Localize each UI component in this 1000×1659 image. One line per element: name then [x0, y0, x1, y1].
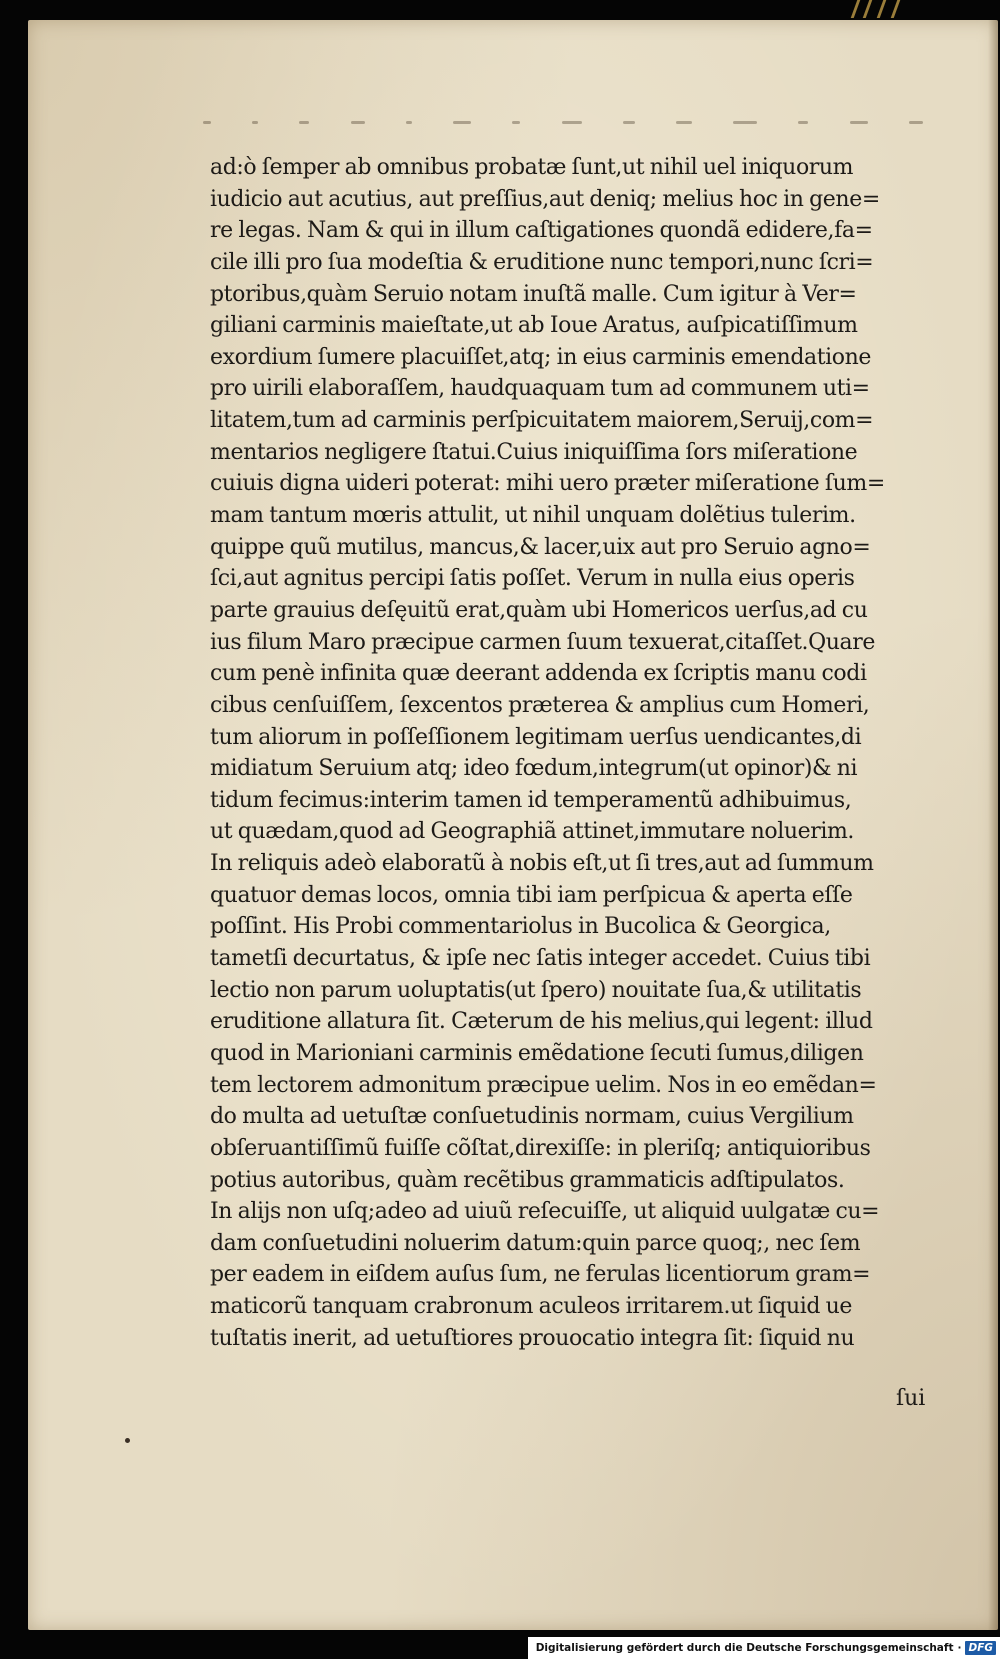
- text-line: tidum fecimus:interim tamen id temperamentũ adhibuimus,: [210, 787, 852, 813]
- show-through-marks: [203, 116, 923, 128]
- page-edge-shadow: [988, 20, 998, 1630]
- text-line: cile illi pro ſua modeſtia & eruditione nunc tempori,nunc ſcri=: [210, 249, 874, 275]
- text-line: tuſtatis inerit, ad uetuſtiores prouocatio integra ſit: ſiquid nu: [210, 1325, 855, 1351]
- text-line: iudicio aut acutius, aut preſſius,aut deniq; melius hoc in gene=: [210, 186, 880, 212]
- text-line: parte grauius deſęuitũ erat,quàm ubi Homericos uerſus,ad cu: [210, 597, 868, 623]
- text-line: maticorũ tanquam crabronum aculeos irritarem.ut ſiquid ue: [210, 1294, 853, 1320]
- text-line: mam tantum mœris attulit, ut nihil unquam dolẽtius tulerim.: [210, 503, 856, 529]
- text-line: In alijs non uſq;adeo ad uiuũ reſecuiſſe, ut aliquid uulgatæ cu=: [210, 1199, 880, 1225]
- text-line: exordium ſumere placuiſſet,atq; in eius carminis emendatione: [210, 344, 872, 370]
- text-line: tum aliorum in poſſeſſionem legitimam uerſus uendicantes,di: [210, 724, 862, 750]
- catchword: ſui: [896, 1386, 926, 1411]
- text-line: cuiuis digna uideri poterat: mihi uero præter miſeratione ſum=: [210, 471, 885, 497]
- text-line: litatem,tum ad carminis perſpicuitatem maiorem,Seruij,com=: [210, 408, 874, 434]
- text-line: quatuor demas locos, omnia tibi iam perſpicua & aperta eſſe: [210, 882, 853, 908]
- text-line: tem lectorem admonitum præcipue uelim. Nos in eo emẽdan=: [210, 1072, 877, 1098]
- text-line: poſſint. His Probi commentariolus in Bucolica & Georgica,: [210, 914, 831, 940]
- text-line: ius filum Maro præcipue carmen ſuum texuerat,citaſſet.Quare: [210, 629, 875, 655]
- body-text: [210, 152, 950, 1354]
- dfg-logo-icon: DFG: [965, 1641, 996, 1655]
- text-line: eruditione allatura ſit. Cæterum de his melius,qui legent: illud: [210, 1009, 873, 1035]
- text-line: In reliquis adeò elaboratũ à nobis eſt,ut ſi tres,aut ad ſummum: [210, 851, 874, 877]
- text-line: quippe quũ mutilus, mancus,& lacer,uix aut pro Seruio agno=: [210, 534, 871, 560]
- ink-spot: [125, 1438, 130, 1443]
- text-line: quod in Marioniani carminis emẽdatione ſecuti ſumus,diligen: [210, 1040, 864, 1066]
- text-line: re legas. Nam & qui in illum caſtigationes quondã edidere,fa=: [210, 218, 873, 244]
- text-line: cum penè infinita quæ deerant addenda ex ſcriptis manu codi: [210, 661, 867, 687]
- text-line: pro uirili elaboraſſem, haudquaquam tum ad communem uti=: [210, 376, 870, 402]
- text-line: ptoribus,quàm Seruio notam inuſtã malle. Cum igitur à Ver=: [210, 281, 857, 307]
- text-line: ut quædam,quod ad Geographiã attinet,immutare noluerim.: [210, 819, 855, 845]
- text-line: do multa ad uetuſtæ conſuetudinis normam, cuius Vergilium: [210, 1104, 854, 1130]
- text-line: giliani carminis maieſtate,ut ab Ioue Aratus, auſpicatiſſimum: [210, 313, 858, 339]
- text-line: potius autoribus, quàm recẽtibus grammaticis adſtipulatos.: [210, 1167, 845, 1193]
- text-line: lectio non parum uoluptatis(ut ſpero) nouitate ſua,& utilitatis: [210, 977, 862, 1003]
- separator-text: ·: [957, 1642, 962, 1654]
- digitization-footer: [528, 1637, 1000, 1659]
- binding-fringe: [850, 0, 930, 20]
- footer-text: Digitalisierung gefördert durch die Deutsche Forschungsgemeinschaft: [535, 1642, 954, 1654]
- text-line: cibus cenſuiſſem, ſexcentos præterea & amplius cum Homeri,: [210, 692, 870, 718]
- text-line: midiatum Seruium atq; ideo fœdum,integrum(ut opinor)& ni: [210, 756, 858, 782]
- text-line: tametſi decurtatus, & ipſe nec ſatis integer accedet. Cuius tibi: [210, 946, 871, 972]
- text-line: per eadem in eiſdem auſus ſum, ne ferulas licentiorum gram=: [210, 1262, 871, 1288]
- text-line: ſci,aut agnitus percipi ſatis poſſet. Verum in nulla eius operis: [210, 566, 855, 592]
- text-line: ad:ò ſemper ab omnibus probatæ ſunt,ut nihil uel iniquorum: [210, 155, 854, 180]
- text-line: obſeruantiſſimũ fuiſſe cõſtat,direxiſſe: in pleriſq; antiquioribus: [210, 1135, 871, 1161]
- text-line: dam conſuetudini noluerim datum:quin parce quoq;, nec ſem: [210, 1230, 861, 1256]
- text-line: mentarios negligere ſtatui.Cuius iniquiſſima ſors miſeratione: [210, 439, 858, 465]
- book-page: [28, 20, 998, 1630]
